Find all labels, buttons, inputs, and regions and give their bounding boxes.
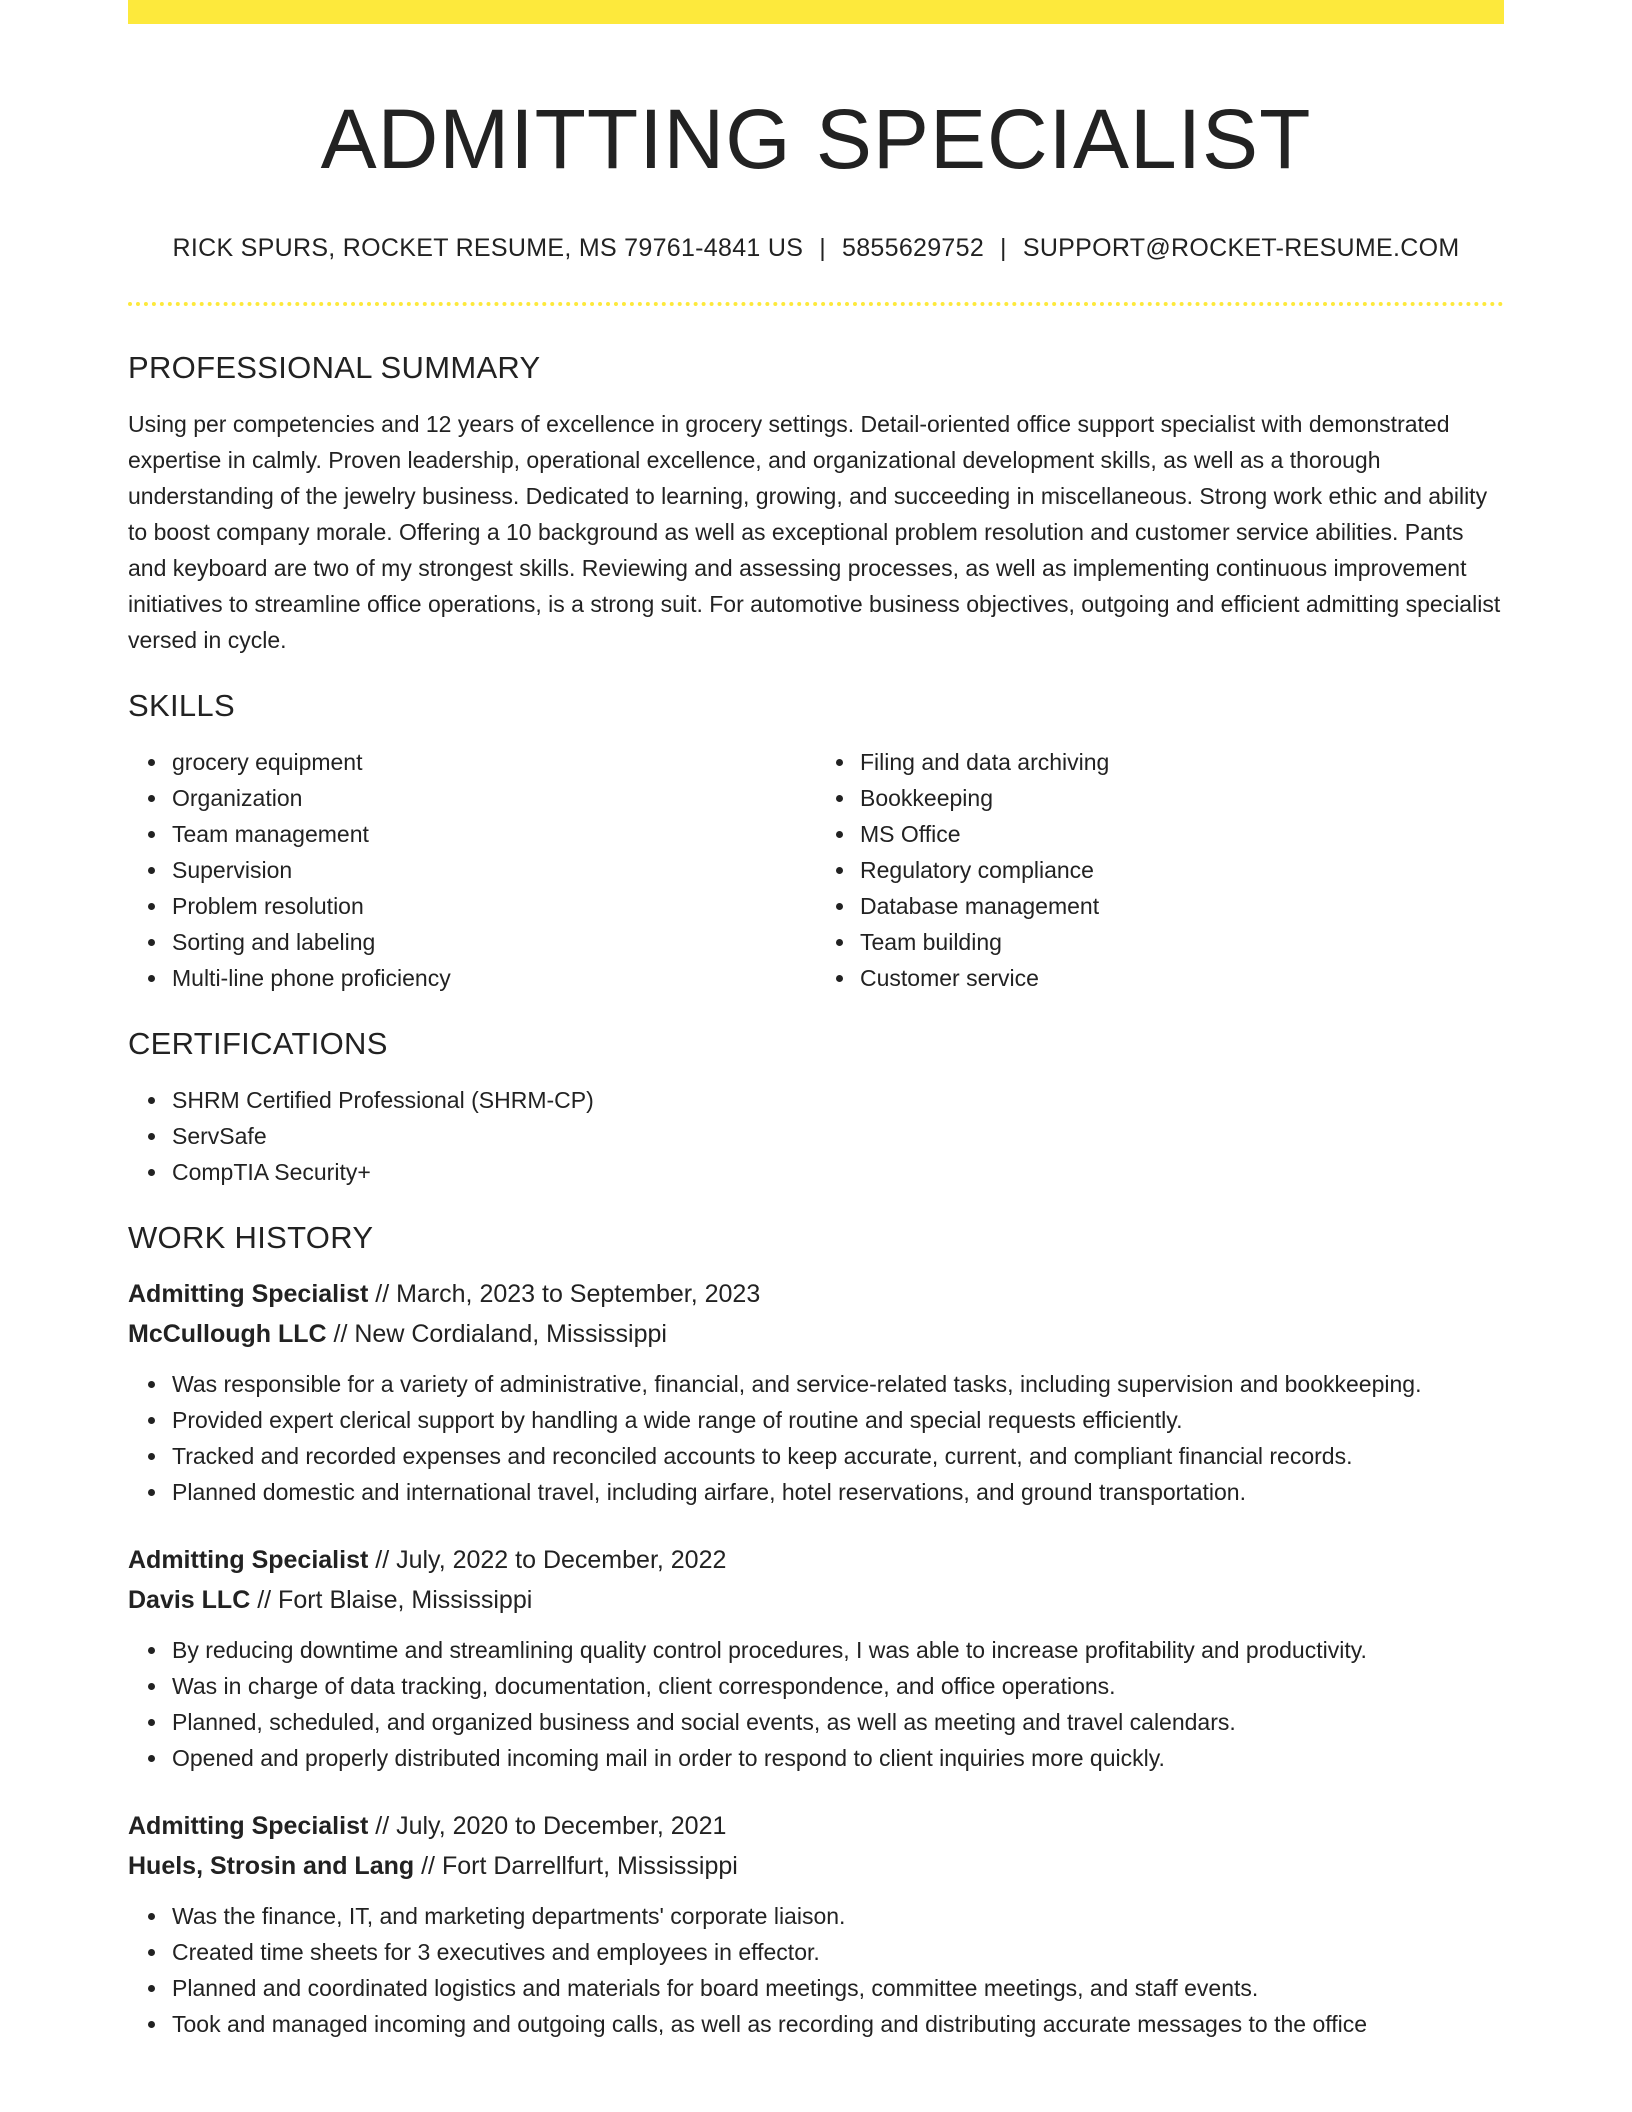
job-dates: // March, 2023 to September, 2023 bbox=[368, 1280, 761, 1308]
job-bullet: Planned, scheduled, and organized business and social events, as well as meeting and travel calendars. bbox=[172, 1704, 1504, 1740]
skill-item: Problem resolution bbox=[172, 888, 816, 924]
job-bullet: Was responsible for a variety of administrative, financial, and service-related tasks, including supervision and bookkeeping. bbox=[172, 1366, 1504, 1402]
job-bullet: Was the finance, IT, and marketing departments' corporate liaison. bbox=[172, 1898, 1504, 1934]
job-entry bbox=[128, 1540, 1504, 1776]
job-bullet: Planned domestic and international travel, including airfare, hotel reservations, and ground transportation. bbox=[172, 1474, 1504, 1510]
contact-email: SUPPORT@ROCKET-RESUME.COM bbox=[1022, 234, 1460, 262]
resume-title: ADMITTING SPECIALIST bbox=[320, 92, 1312, 186]
job-company-line bbox=[128, 1846, 1504, 1886]
job-title: Admitting Specialist bbox=[128, 1546, 369, 1574]
work-history-heading: WORK HISTORY bbox=[128, 1220, 374, 1255]
job-bullet: By reducing downtime and streamlining quality control procedures, I was able to increase profitability and productivity. bbox=[172, 1632, 1504, 1668]
job-dates: // July, 2022 to December, 2022 bbox=[368, 1546, 727, 1574]
contact-separator: | bbox=[1000, 234, 1007, 262]
skill-item: MS Office bbox=[860, 816, 1504, 852]
job-entry bbox=[128, 1806, 1504, 2042]
job-location: // New Cordialand, Mississippi bbox=[326, 1320, 667, 1348]
job-company-line bbox=[128, 1314, 1504, 1354]
skills-heading: SKILLS bbox=[128, 688, 235, 723]
contact-address: RICK SPURS, ROCKET RESUME, MS 79761-4841 US bbox=[172, 234, 804, 262]
job-location: // Fort Blaise, Mississippi bbox=[250, 1586, 533, 1614]
skill-item: grocery equipment bbox=[172, 744, 816, 780]
skill-item: Filing and data archiving bbox=[860, 744, 1504, 780]
skills-left-list bbox=[128, 744, 816, 996]
skill-item: Multi-line phone proficiency bbox=[172, 960, 816, 996]
contact-separator: | bbox=[819, 234, 826, 262]
skills-right-list bbox=[816, 744, 1504, 996]
skill-item: Sorting and labeling bbox=[172, 924, 816, 960]
skill-item: Customer service bbox=[860, 960, 1504, 996]
certification-item: SHRM Certified Professional (SHRM-CP) bbox=[172, 1082, 1504, 1118]
summary-heading: PROFESSIONAL SUMMARY bbox=[128, 350, 541, 385]
certification-item: ServSafe bbox=[172, 1118, 1504, 1154]
certifications-heading: CERTIFICATIONS bbox=[128, 1026, 388, 1061]
summary-text: Using per competencies and 12 years of excellence in grocery settings. Detail-oriented office support specialist with demonstrated expertise in calmly. Proven leadership, operational excellence, and organizational development skills, as well as a thorough understanding of the jewelry business. Dedicated to learning, growing, and succeeding in miscellaneous. Strong work ethic and ability to boost company morale. Offering a 10 background as well as exceptional problem resolution and customer service abilities. Pants and keyboard are two of my strongest skills. Reviewing and assessing processes, as well as implementing continuous improvement initiatives to streamline office operations, is a strong suit. For automotive business objectives, outgoing and efficient admitting specialist versed in cycle. bbox=[128, 411, 1501, 653]
job-title: Admitting Specialist bbox=[128, 1280, 369, 1308]
job-title-line bbox=[128, 1806, 1504, 1846]
job-bullet: Tracked and recorded expenses and reconciled accounts to keep accurate, current, and compliant financial records. bbox=[172, 1438, 1504, 1474]
resume-page bbox=[128, 0, 1504, 2042]
job-bullets bbox=[128, 1366, 1504, 1510]
job-company-line bbox=[128, 1580, 1504, 1620]
job-bullet: Planned and coordinated logistics and materials for board meetings, committee meetings, and staff events. bbox=[172, 1970, 1504, 2006]
job-bullet: Took and managed incoming and outgoing calls, as well as recording and distributing accurate messages to the office bbox=[172, 2006, 1504, 2042]
job-dates: // July, 2020 to December, 2021 bbox=[368, 1812, 727, 1840]
skill-item: Regulatory compliance bbox=[860, 852, 1504, 888]
skills-grid bbox=[128, 744, 1504, 996]
certification-item: CompTIA Security+ bbox=[172, 1154, 1504, 1190]
job-title-line bbox=[128, 1274, 1504, 1314]
skill-item: Supervision bbox=[172, 852, 816, 888]
job-company: Davis LLC bbox=[128, 1586, 251, 1614]
job-title: Admitting Specialist bbox=[128, 1812, 369, 1840]
job-company: Huels, Strosin and Lang bbox=[128, 1852, 415, 1880]
skill-item: Organization bbox=[172, 780, 816, 816]
job-entry bbox=[128, 1274, 1504, 1510]
skill-item: Database management bbox=[860, 888, 1504, 924]
job-bullets bbox=[128, 1632, 1504, 1776]
job-bullet: Was in charge of data tracking, documentation, client correspondence, and office operations. bbox=[172, 1668, 1504, 1704]
job-bullets bbox=[128, 1898, 1504, 2042]
contact-line bbox=[128, 230, 1504, 266]
job-bullet: Opened and properly distributed incoming mail in order to respond to client inquiries more quickly. bbox=[172, 1740, 1504, 1776]
contact-phone: 5855629752 bbox=[842, 234, 985, 262]
skill-item: Bookkeeping bbox=[860, 780, 1504, 816]
job-location: // Fort Darrellfurt, Mississippi bbox=[414, 1852, 738, 1880]
certifications-list bbox=[128, 1082, 1504, 1190]
dotted-divider bbox=[128, 302, 1504, 306]
accent-top-bar bbox=[128, 0, 1504, 24]
job-company: McCullough LLC bbox=[128, 1320, 327, 1348]
job-title-line bbox=[128, 1540, 1504, 1580]
job-bullet: Provided expert clerical support by handling a wide range of routine and special requests efficiently. bbox=[172, 1402, 1504, 1438]
job-bullet: Created time sheets for 3 executives and employees in effector. bbox=[172, 1934, 1504, 1970]
skill-item: Team management bbox=[172, 816, 816, 852]
skill-item: Team building bbox=[860, 924, 1504, 960]
